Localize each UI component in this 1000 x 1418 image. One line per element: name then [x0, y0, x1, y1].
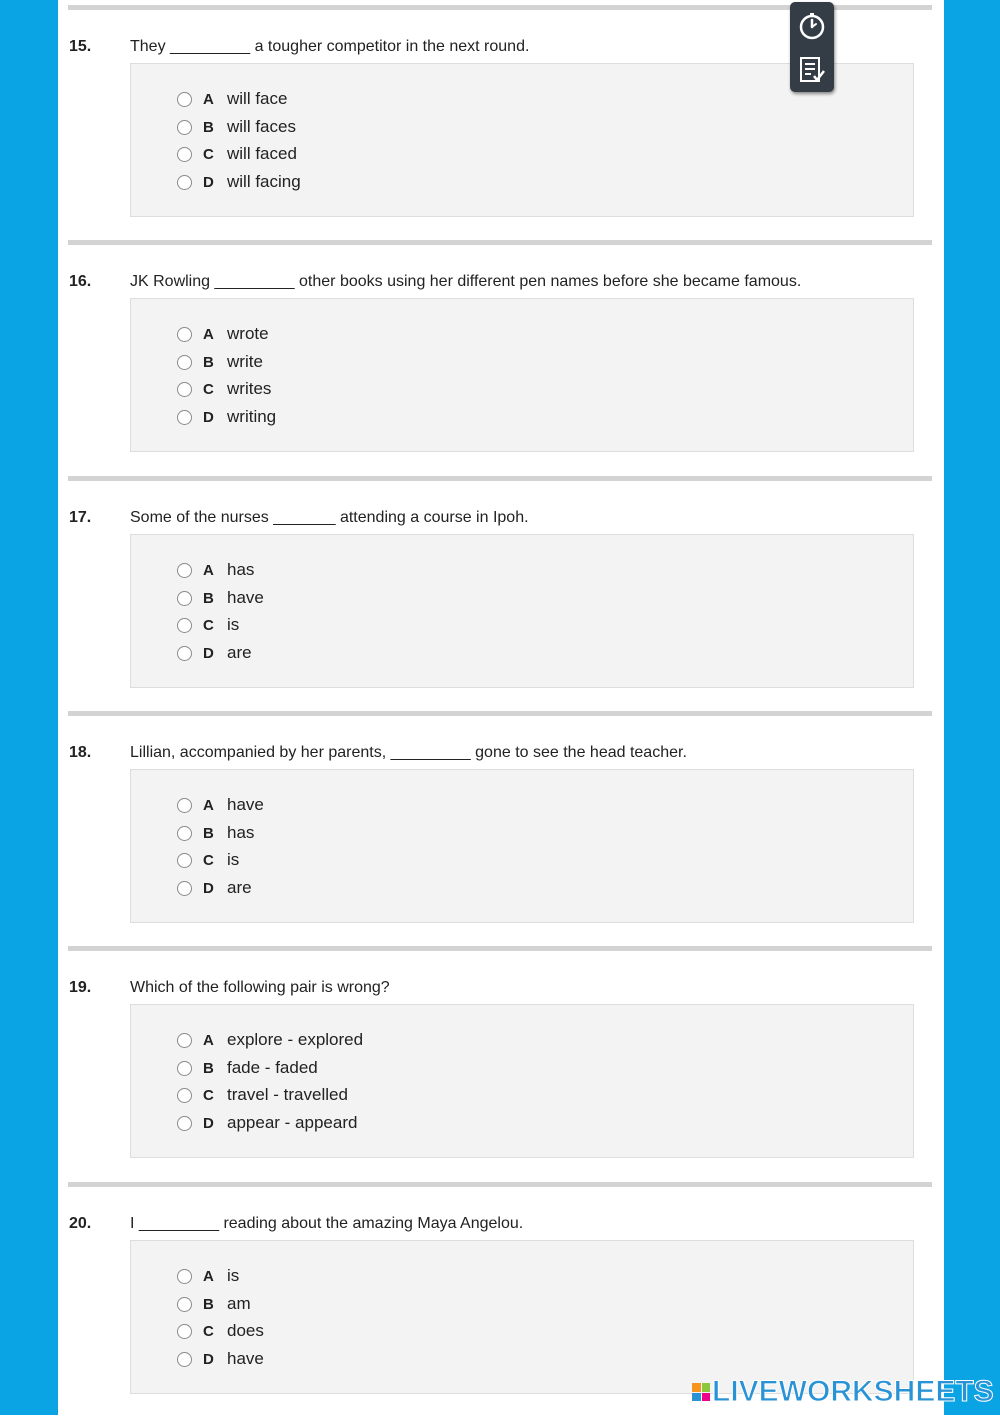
radio-button[interactable]: [177, 563, 192, 578]
option-b[interactable]: B have: [177, 586, 264, 610]
option-c[interactable]: C is: [177, 613, 239, 637]
question-17: [68, 476, 932, 712]
radio-button[interactable]: [177, 591, 192, 606]
question-separator: [68, 1182, 932, 1187]
question-separator: [68, 946, 932, 951]
blank: _________: [214, 273, 295, 290]
option-a[interactable]: A will face: [177, 87, 287, 111]
option-b[interactable]: B write: [177, 350, 263, 374]
option-b[interactable]: B will faces: [177, 115, 296, 139]
brand-name: LIVEWORKSHEETS: [712, 1375, 994, 1408]
option-a[interactable]: A explore - explored: [177, 1028, 363, 1052]
radio-button[interactable]: [177, 618, 192, 633]
question-number: 20.: [69, 1215, 92, 1232]
question-text: They _________ a tougher competitor in the next round.: [130, 38, 530, 55]
answer-box: [130, 1240, 914, 1394]
question-separator: [68, 240, 932, 245]
option-b[interactable]: B fade - faded: [177, 1056, 318, 1080]
question-text: JK Rowling _________ other books using her different pen names before she became famous.: [130, 273, 802, 290]
option-a[interactable]: A has: [177, 558, 254, 582]
question-number: 18.: [69, 744, 92, 761]
question-number: 16.: [69, 273, 92, 290]
radio-button[interactable]: [177, 355, 192, 370]
checklist-icon[interactable]: [796, 54, 828, 86]
option-d[interactable]: D will facing: [177, 170, 301, 194]
answer-box: [130, 298, 914, 452]
question-text: Some of the nurses _______ attending a course in Ipoh.: [130, 509, 529, 526]
option-d[interactable]: D writing: [177, 405, 276, 429]
option-b[interactable]: B has: [177, 821, 254, 845]
radio-button[interactable]: [177, 1324, 192, 1339]
question-text: Lillian, accompanied by her parents, _________ gone to see the head teacher.: [130, 744, 687, 761]
option-c[interactable]: C writes: [177, 377, 271, 401]
logo-mark-icon: [692, 1383, 710, 1401]
answer-box: [130, 534, 914, 688]
radio-button[interactable]: [177, 853, 192, 868]
question-16: [68, 240, 932, 476]
radio-button[interactable]: [177, 1352, 192, 1367]
option-a[interactable]: A have: [177, 793, 264, 817]
radio-button[interactable]: [177, 1061, 192, 1076]
radio-button[interactable]: [177, 1088, 192, 1103]
question-number: 15.: [69, 38, 92, 55]
radio-button[interactable]: [177, 327, 192, 342]
radio-button[interactable]: [177, 1269, 192, 1284]
question-text: Which of the following pair is wrong?: [130, 979, 390, 996]
radio-button[interactable]: [177, 826, 192, 841]
option-b[interactable]: B am: [177, 1292, 251, 1316]
radio-button[interactable]: [177, 92, 192, 107]
option-c[interactable]: C travel - travelled: [177, 1083, 348, 1107]
option-c[interactable]: C does: [177, 1319, 264, 1343]
right-blue-band: [944, 0, 1000, 1415]
blank: _________: [170, 38, 251, 55]
radio-button[interactable]: [177, 646, 192, 661]
radio-button[interactable]: [177, 147, 192, 162]
option-c[interactable]: C is: [177, 848, 239, 872]
radio-button[interactable]: [177, 1297, 192, 1312]
blank: _________: [138, 1215, 219, 1232]
option-d[interactable]: D are: [177, 876, 252, 900]
question-separator: [68, 476, 932, 481]
question-19: [68, 946, 932, 1182]
radio-button[interactable]: [177, 798, 192, 813]
radio-button[interactable]: [177, 881, 192, 896]
blank: _________: [390, 744, 471, 761]
option-a[interactable]: A wrote: [177, 322, 269, 346]
option-d[interactable]: D appear - appeard: [177, 1111, 357, 1135]
option-d[interactable]: D have: [177, 1347, 264, 1371]
radio-button[interactable]: [177, 410, 192, 425]
worksheet: [58, 0, 944, 1415]
liveworksheets-logo: [692, 1374, 994, 1410]
radio-button[interactable]: [177, 1033, 192, 1048]
question-separator: [68, 711, 932, 716]
option-a[interactable]: A is: [177, 1264, 239, 1288]
option-d[interactable]: D are: [177, 641, 252, 665]
radio-button[interactable]: [177, 382, 192, 397]
answer-box: [130, 769, 914, 923]
answer-box: [130, 1004, 914, 1158]
radio-button[interactable]: [177, 120, 192, 135]
question-18: [68, 711, 932, 947]
blank: _______: [273, 509, 336, 526]
question-number: 19.: [69, 979, 92, 996]
radio-button[interactable]: [177, 175, 192, 190]
option-c[interactable]: C will faced: [177, 142, 297, 166]
stopwatch-icon[interactable]: [796, 10, 828, 42]
question-number: 17.: [69, 509, 92, 526]
question-text: I _________ reading about the amazing Maya Angelou.: [130, 1215, 524, 1232]
left-blue-band: [0, 0, 58, 1415]
floating-toolbar: [790, 2, 834, 92]
radio-button[interactable]: [177, 1116, 192, 1131]
